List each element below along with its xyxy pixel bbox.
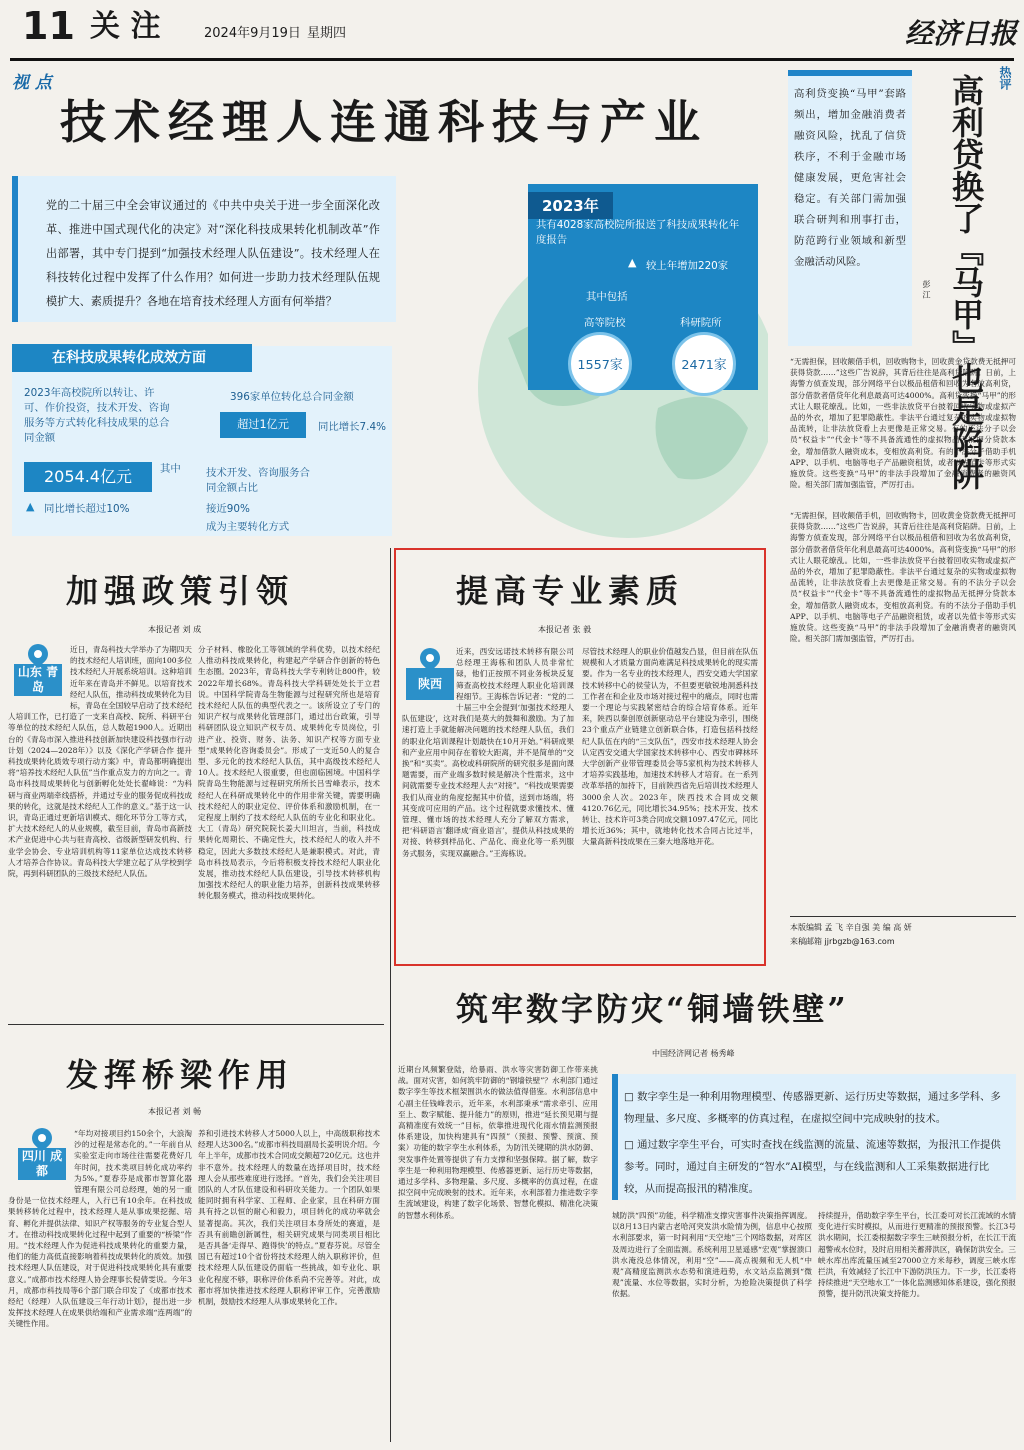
year-tag: 2023年	[528, 192, 613, 219]
location-badge-chengdu: 四川 成都	[18, 1128, 66, 1180]
editors-rule	[790, 916, 1016, 917]
lead-headline: 技术经理人连通科技与产业	[60, 95, 708, 149]
location-badge-shaanxi: 陕西	[406, 648, 454, 700]
editorial-tag: 热评	[998, 66, 1012, 90]
among-label-2: 其中	[160, 463, 181, 475]
policy-col2: 分子材料、橡胶化工等领域的学科优势，以技术经纪人推动科技成果转化，构建起产学研合作创新的特色生态圈。2023年，青岛科技大学专利转让800件，较2022年增长68%。青岛科技大学科研处处长于立君说。中国科学院青岛生物能源与过程研究所也是培育技术经纪人队伍的典型代表之一。该所设立了专门的知识产权与成果转化管理部门，通过出台政策，引导科研团队设立知识产权专员、成果转化专员岗位，引进产业、投资、财务、法务、知识产权等方面专业型“成果转化咨询委员会”。形成了一支近50人的复合型、多元化的技术经纪人队伍，其中高级技术经纪人10人。技术经纪人很重要，但也面临困境。中国科学院青岛生物能源与过程研究所所长吕雪峰表示，技术经纪人在科研成果转化中的作用非常关键，需要明确技术经纪人的职业定位、评价体系和激励机制，在一定程度上制约了技术经纪人队伍的专业化和职业化。大工（青岛）研究院院长姜大川坦言，当前，科技成果转化周期长、不确定性大，技术经纪人的收入并不稳定，因此大多数技术经纪人是兼职模式。对此，青岛市科技局表示，今后将积极支持技术经纪人职业化发展，推动技术经纪人队伍建设，引导技术转移机构加强技术经纪人的职业能力培养，创新科技成果转移转化服务模式，推动科技成果转化。	[198, 645, 380, 901]
page-number: 11	[22, 4, 75, 48]
flood-callout-1: □ 数字孪生是一种利用物理模型、传感器更新、运行历史等数据，通过多学科、多物理量、多尺度、多概率的仿真过程，在虚拟空间中完成映射的技术。	[624, 1091, 1001, 1125]
bullet-square-icon: □	[624, 1091, 638, 1103]
headline-stat: 共有4028家高校院所报送了科技成果转化年度报告	[536, 219, 740, 246]
total-amount-desc: 2023年高校院所以转让、许可、作价投资，技术开发、咨询服务等方式转化科技成果的总合同金额	[24, 387, 170, 444]
editors-email: 来稿邮箱 jjrbgzb@163.com	[790, 937, 895, 946]
location-badge-qingdao: 山东 青岛	[14, 644, 62, 696]
main-way: 成为主要转化方式	[206, 521, 290, 533]
growth-stat: 较上年增加220家	[646, 260, 729, 272]
bridge-col1: “年均对接项目约150余个，大浪淘沙的过程是常态化的。”一年前自从实验室走向市场往往需要花费好几年时间，技术类项目转化成功率约为5%。”夏春芬是成都市智算化器管理有限公司总经理，她的另一重身份是一位技术经理人，入行已有10余年。在科技成果转移转化过程中，技术经理人是从事成果挖掘、培育、孵化并提供法律、知识产权等服务的专业复合型人才。在推动科技成果转化过程中起到了重要的“桥梁”作用。“技术经理人作为促进科技成果转化的重要力量，他们的能力高低直接影响着科技成果转化的质效。加强技术经理人队伍建设，对于促进科技成果转化具有重要意义。”成都市技术经理人协会理事长倪倩雯说。今年3月，成都市科技局等6个部门联合印发了《成都市技术经纪（经理）人队伍建设三年行动计划》，提出进一步发挥技术经理人在成果供给端和产业需求端“连两端”的关键性作用。	[8, 1129, 192, 1329]
column-tag: 视 点	[12, 73, 52, 93]
inst-label: 科研院所	[680, 317, 722, 329]
issue-weekday: 星期四	[307, 26, 347, 41]
issue-date: 2024年9月19日	[204, 26, 301, 41]
masthead	[0, 0, 1024, 56]
inst-count: 2471家	[681, 358, 727, 373]
amount-growth: 同比增长超过10%	[44, 503, 130, 515]
editors-line: 本版编辑 孟 飞 辛自强 美 编 高 妍	[790, 923, 912, 932]
flood-col4: 持续提升，借助数字孪生平台，长江委可对长江流域的水情变化进行实时模拟，从而进行更精准的预报预警。长江3号洪水期间，长江委根据数字孪生三峡预报分析，在长江干流超警戒水位时，及时启用相关蓄滞洪区，确保防洪安全。三峡水库出库流量压减至27000立方米每秒，调度三峡水库拦洪，有效减轻了长江中下游防洪压力。下一步，长江委将持续推进“天空地水工”一体化监测感知体系建设，强化预报预警，提升防汛决策支持能力。	[818, 1211, 1016, 1299]
quality-headline: 提高专业素质	[456, 572, 685, 610]
units-growth: 同比增长7.4%	[318, 421, 386, 433]
policy-headline: 加强政策引领	[66, 572, 295, 610]
units-title: 396家单位转化总合同金额	[230, 391, 354, 403]
bullet-square-icon: □	[624, 1139, 638, 1151]
section-name: 关 注	[90, 9, 161, 44]
growth-up-icon: ▲	[26, 500, 35, 513]
flood-col3: 城防洪“四预”功能，科学精准支撑灾害事件决策指挥调度。以8月13日内蒙古老哈河突发洪水险情为例，信息中心按照水利部要求，第一时间利用“天空地”三个网络数据，对库区及周边进行了全面监测。系统利用卫星遥感“宏观”掌握溃口洪水淹没总体情况，利用“空”——高点视频和无人机“中观”高精度监测洪水态势和演进趋势，水文站点监测到“微观”流量、水位等数据，实时分析，为抢险决策提供了科学依据。	[612, 1211, 812, 1299]
effect-panel-title: 在科技成果转化成效方面	[12, 344, 252, 372]
services-share: 接近90%	[206, 503, 250, 515]
flood-callout-2: □ 通过数字孪生平台，可实时查找在线监测的流量、流速等数据，为报汛工作提供参考。同时，通过自主研发的“智水”AI模型，与在线监测和人工采集数据进行比较，从而提高报汛的精准度。	[624, 1139, 1001, 1195]
flood-col1: 近期台风频繁登陆，给暴雨、洪水等灾害防御工作带来挑战。面对灾害，如何筑牢防御的“钢墙铁壁”？水利部门通过数字孪生等技术框架围洪水的做法值得借鉴。水利部信息中心副主任钱峰表示，近年来，水利部秉承“需求牵引、应用至上、数字赋能、提升能力”的原则，推进“延长预见期与提高精准度有效统一”目标，依靠推进现代化雨水情监测预报体系建设，加快构建具有“四预”（预报、预警、预演、预案）功能的数字孪生水利体系，为防汛关键期的洪水防御、突发事件处置等提供了有力支撑和坚强保障。据了解，数字孪生是一种利用物理模型、传感器更新、运行历史等数据，通过多学科、多物理量、多尺度、多概率的仿真过程，在虚拟空间中完成映射的技术。近年来，水利部着力推进数字孪生流域建设，构建了数字化场景、智慧化模拟、精准化决策的智慧水利体系。	[398, 1065, 598, 1220]
bridge-col2: 养和引进技术转移人才5000人以上，中高级职称技术经理人达300名。”成都市科技局副局长姜明说介绍。今年上半年，成都市技术合同成交额超720亿元。这也并非不意外。技术经理人的数量在选择项目时，技术经理人会从那些难度进行选择。“首先，我们会关注项目团队的人才队伍建设和科研攻关能力。一个团队如果能同时拥有科学家、工程师、企业家，且在科研方面具有持之以恒的耐心和毅力，项目转化的成功率就会显著提高。其次，我们关注项目本身所处的赛道，是否具有前瞻创新属性，相关研究成果与同类项目相比是否具备‘走得早、跑得快’的特点。”夏春芬说。尽管全国已有超过10个省份将技术经理人纳入职称评价，但技术经理人队伍建设仍面临一些挑战，如专业化、职业化程度不够，职称评价体系尚不完善等。对此，成都市将加快推进技术经理人职称评审工作，完善激励机制，鼓励技术经理人从事成果转化工作。	[198, 1129, 380, 1307]
services-desc: 技术开发、咨询服务合同金额占比	[206, 467, 310, 494]
editorial-summary: 高利贷变换“马甲”套路频出，增加金融消费者融资风险，扰乱了信贷秩序，不利于金融市场健康发展，更危害社会稳定。有关部门需加强联合研判和刑事打击，防范跨行业领域和新型金融活动风险。	[794, 88, 906, 268]
paper-name-logo: 经济日报	[905, 17, 1018, 50]
univ-count: 1557家	[577, 358, 623, 373]
editorial-headline: 高利贷换了『马甲』也是陷阱	[947, 74, 985, 490]
editorial-body: “无需担保，回收额借手机，回收购物卡，回收黄金贷款费无抵押可获得贷款……”这些广告说辞，其背后往往是高利贷陷阱。日前，上海警方侦查发现，部分网络平台以极品租借和回收为名放高利贷，部分借款者借贷年化利息最高可达4000%。高利贷变换“马甲”的形式让人眼花缭乱。比如，一些非法放贷平台披着回收实物或虚拟产品的外衣，增加了犯罪隐蔽性。非法平台通过复杂的实物或虚拟物品流转，让非法放贷看上去更像是正常交易。有的不法分子以会员“权益卡”“代金卡”等不具备流通性的虚拟物品无抵押分贷款本金，增加借款人融资成本，变相放高利贷。有的不法分子借助手机APP、以手机、电脑等电子产品融资租赁，或者以先值卡等形式实施放贷。这些变换“马甲”的非法手段增加了金融消费者的融资风险。相关部门需加强监管，严厉打击。	[790, 357, 1016, 490]
units-over: 超过1亿元	[220, 412, 306, 438]
column-divider	[390, 548, 391, 1442]
growth-up-icon: ▲	[628, 256, 637, 269]
masthead-rule	[10, 58, 1014, 61]
section-divider	[8, 1024, 384, 1025]
bridge-headline: 发挥桥梁作用	[66, 1056, 295, 1094]
among-label: 其中包括	[586, 291, 628, 303]
editorial-author: 彭 江	[922, 280, 931, 299]
flood-headline: 筑牢数字防灾“铜墙铁壁”	[456, 990, 849, 1028]
bridge-byline: 本报记者 刘 畅	[148, 1107, 202, 1116]
intro-text: 党的二十届三中全会审议通过的《中共中央关于进一步全面深化改革、推进中国式现代化的决定》对“深化科技成果转化机制改革”作出部署，其中专门提到“加强技术经理人队伍建设”。技术经理人在科技转化过程中发挥了什么作用？如何进一步助力技术经理队伍规模扩大、素质提升？各地在培育技术经理人方面有何举措？	[46, 199, 380, 308]
univ-label: 高等院校	[584, 317, 626, 329]
intro-box	[12, 176, 396, 322]
total-amount: 2054.4亿元	[24, 462, 152, 492]
infographic	[8, 168, 768, 540]
policy-byline: 本报记者 刘 成	[148, 625, 202, 634]
quality-col1: 近来，西安远诺技术转移有限公司总经理王海栋和团队人员非常忙碌，他们正按照不同业务板块反复筛查高校技术经理人职业化培训课程细节。王海栋告诉记者：“党的二十届三中全会提到‘加强技术经理人队伍建设’，这对我们是莫大的鼓舞和激励。为了加速打造上手就能解决问题的技术经理人队伍，我们的职业化培训课程计划最快在10月开始。”科研成果和产业应用中间存在着较大距离，并不是简单的“交换”和“买卖”。高校或科研院所的研究很多是面向课题需要，而产业端多数时候是解决个性需求，这中间就需要专业技术经理人去“对接”。“科技成果需要我们从商业的角度挖掘其中价值，送到市场端，将其变成可应用的产品。这个过程就要求懂技术、懂管理、懂市场的技术经理人充分了解双方需求，把‘科研语言’翻译成‘商业语言’，提供从科技成果的对接、转移到样品化、产品化、商业化等一系列服务式服务，实现双赢融合。”王海栋说。	[402, 647, 574, 858]
quality-col2: 尽管技术经理人的职业价值越发凸显，但目前在队伍规模和人才质量方面尚难满足科技成果转化的现实需要。作为一名专业的技术经理人，西安交通大学国家技术转移中心的侯莹认为，不但要更敏锐地洞悉科技工作者在和企业及市场对接过程中的痛点，同时也需要一个理论与实践紧密结合的综合培育体系。近年来，陕西以秦创原创新驱动总平台建设为牵引，围绕23个重点产业链建立创新联合体，打造包括科技经纪人队伍在内的“三支队伍”，西安市技术经理人协会认定西安交通大学国家技术转移中心、西安市碑林环大学创新产业带管理委员会等5家机构为技术转移人才培养实践基地，加速技术转移人才培育。在一系列改革举措的加持下，目前陕西省先后培训技术经理人3000余人次。2023年，陕西技术合同成交额4120.76亿元，同比增长34.95%；技术开发、技术转让、技术许可3类合同成交额1097.47亿元，同比增长近36%；其中，就地转化技术合同占比过半，大量高新科技成果在三秦大地落地开花。	[582, 647, 758, 847]
policy-col1: 近日，青岛科技大学举办了为期四天的技术经纪人培训班，面向100多位技术经纪人开展系统培训。这种培训近年来在青岛并不鲜见。以培育技术经纪人队伍，推动科技成果转化为目标，青岛在全国较早启动了技术经纪人培训工作，已打造了一支来自高校、院所、科研平台等单位的技术经纪人队伍，总人数超1900人。近期出台的《青岛市深入推进科技创新加快建设科技强市行动计划（2024—2028年）》以及《深化产学研合作 提升科技成果转化质效专项行动方案》中，青岛都明确提出将“培养技术经纪人队伍”当作重点发力的方向之一。青岛市科技局成果转化与创新孵化处处长翟峰说：“为科研与商业两端牵线搭桥，并通过专业的服务促成科技成果的转化，这就是技术经纪人工作的意义。”基于这一认识，青岛正通过更新培训模式、细化环节分工等方式，扩大技术经纪人的从业规模，截至目前，青岛市高新技术产业促进中心共与驻青高校、省级新型研发机构、行业学会协会、专业培训机构等11家单位达成技术转移人才培养合作协议。青岛科技大学建立起了从学校到学院，再到科研团队的三级技术经纪人队伍。	[8, 645, 192, 879]
flood-byline: 中国经济网记者 杨秀峰	[652, 1049, 735, 1058]
quality-byline: 本报记者 张 毅	[538, 625, 592, 634]
editorial-body-lower: “无需担保，回收额借手机，回收购物卡，回收黄金贷款费无抵押可获得贷款……”这些广告说辞，其背后往往是高利贷陷阱。日前，上海警方侦查发现，部分网络平台以极品租借和回收为名放高利贷，部分借款者借贷年化利息最高可达4000%。高利贷变换“马甲”的形式让人眼花缭乱。比如，一些非法放贷平台披着回收实物或虚拟产品的外衣，增加了犯罪隐蔽性。非法平台通过复杂的实物或虚拟物品流转，让非法放贷看上去更像是正常交易。有的不法分子以会员“权益卡”“代金卡”等不具备流通性的虚拟物品无抵押分贷款本金，增加借款人融资成本，变相放高利贷。有的不法分子借助手机APP、以手机、电脑等电子产品融资租赁，或者以先值卡等形式实施放贷。这些变换“马甲”的非法手段增加了金融消费者的融资风险。相关部门需加强监管，严厉打击。	[790, 511, 1016, 644]
